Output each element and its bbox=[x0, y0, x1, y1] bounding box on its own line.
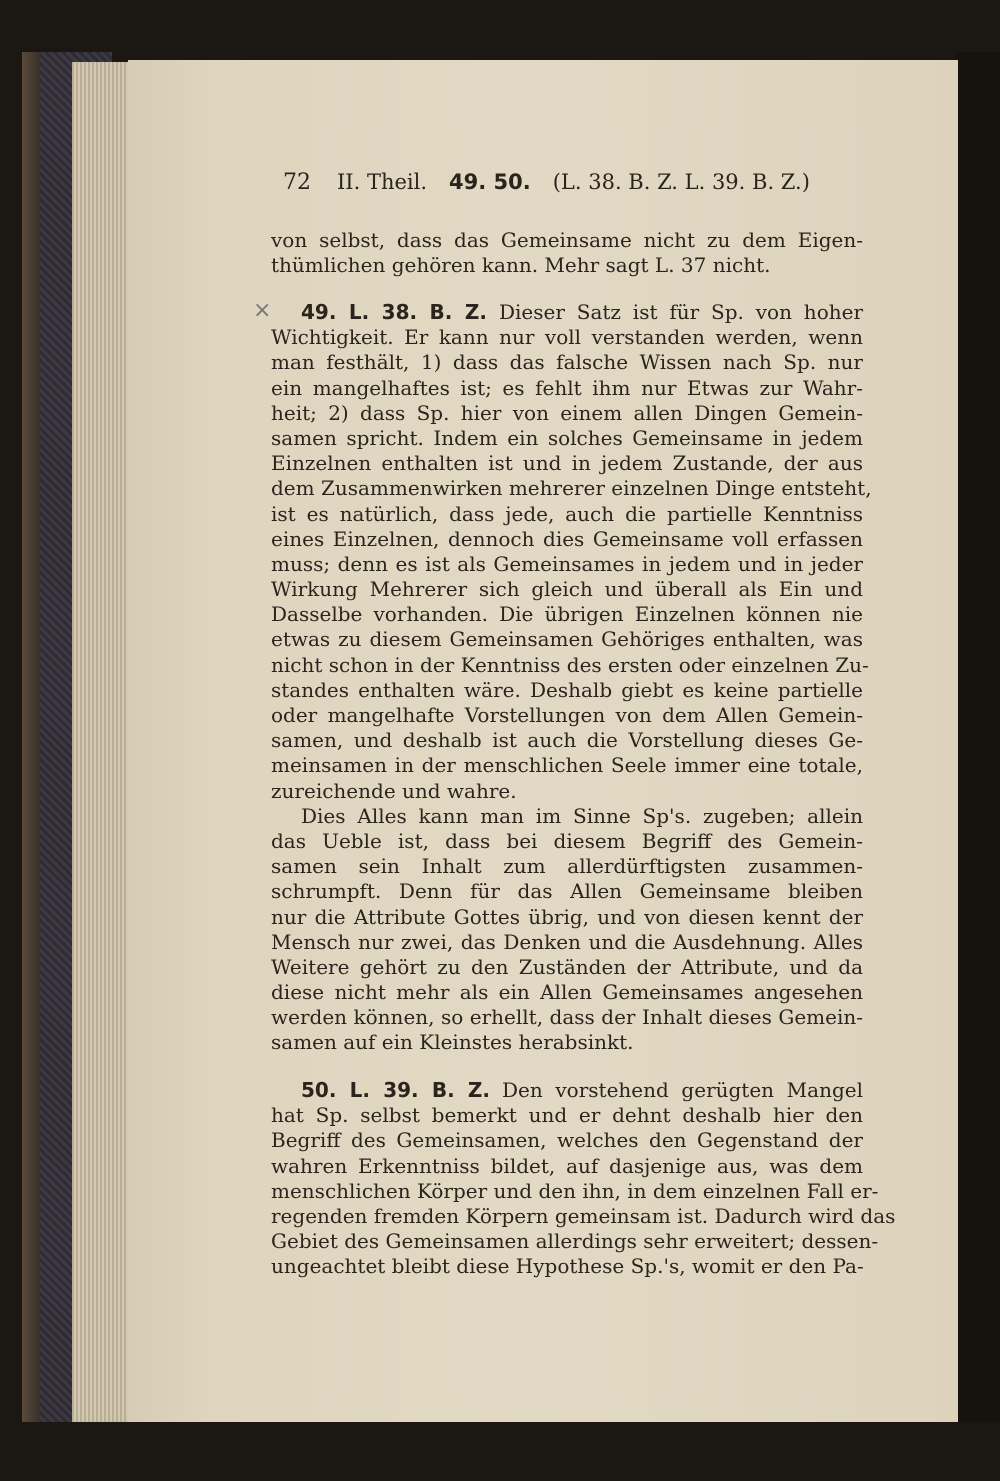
text-line: eines Einzelnen, dennoch dies Gemeinsame voll erfassen bbox=[271, 526, 863, 551]
text-line: Wirkung Mehrerer sich gleich und überall als Ein und bbox=[271, 577, 863, 602]
text-line: zureichende und wahre. bbox=[271, 778, 517, 803]
text-line: man festhält, 1) dass das falsche Wissen nach Sp. nur bbox=[271, 350, 863, 375]
text-line: Dieser Satz ist für Sp. von hoher bbox=[498, 300, 864, 324]
running-header bbox=[283, 170, 843, 195]
text-line: ist es natürlich, dass jede, auch die partielle Kenntniss bbox=[271, 501, 863, 526]
text-line: Begriff des Gemeinsamen, welches den Gegenstand der bbox=[271, 1128, 863, 1153]
text-line: dem Zusammenwirken mehrerer einzelnen Dinge entsteht, bbox=[271, 476, 872, 501]
text-line: ungeachtet bleibt diese Hypothese Sp.'s, womit er den Pa- bbox=[271, 1254, 864, 1279]
text-line: ein mangelhaftes ist; es fehlt ihm nur Etwas zur Wahr- bbox=[271, 375, 863, 400]
text-line: samen, und deshalb ist auch die Vorstellung dieses Ge- bbox=[271, 728, 863, 753]
text-line: das Ueble ist, dass bei diesem Begriff des Gemein- bbox=[271, 828, 863, 853]
right-shadow bbox=[955, 52, 1000, 1422]
section-50 bbox=[271, 1078, 896, 1280]
text-line: thümlichen gehören kann. Mehr sagt L. 37 nicht. bbox=[271, 253, 771, 278]
text-line: Gebiet des Gemeinsamen allerdings sehr erweitert; dessen- bbox=[271, 1229, 879, 1254]
text-line: Einzelnen enthalten ist und in jedem Zustande, der aus bbox=[271, 451, 863, 476]
text-line: standes enthalten wäre. Deshalb giebt es keine partielle bbox=[271, 677, 863, 702]
text-line: nicht schon in der Kenntniss des ersten oder einzelnen Zu- bbox=[271, 652, 869, 677]
pencil-x-mark: × bbox=[253, 298, 272, 323]
text-line: Den vorstehend gerügten Mangel bbox=[502, 1078, 863, 1102]
text-line: muss; denn es ist als Gemeinsames in jedem und in jeder bbox=[271, 551, 863, 576]
text-line: Dies Alles kann man im Sinne Sp's. zugeben; allein bbox=[301, 803, 863, 828]
section-heading: 49. L. 38. B. Z. bbox=[301, 300, 487, 324]
text-line: etwas zu diesem Gemeinsamen Gehöriges enthalten, was bbox=[271, 627, 863, 652]
section-heading: 50. L. 39. B. Z. bbox=[301, 1078, 491, 1102]
text-line: hat Sp. selbst bemerkt und er dehnt deshalb hier den bbox=[271, 1103, 863, 1128]
book-cover-edge bbox=[22, 52, 40, 1422]
text-line: Dasselbe vorhanden. Die übrigen Einzelnen können nie bbox=[271, 602, 863, 627]
text-line: Weitere gehört zu den Zuständen der Attribute, und da bbox=[271, 954, 863, 979]
page-number: 72 bbox=[283, 170, 311, 195]
text-line: samen sein Inhalt zum allerdürftigsten zusammen- bbox=[271, 854, 863, 879]
part-label: II. Theil. bbox=[337, 170, 428, 194]
text-line: nur die Attribute Gottes übrig, und von diesen kennt der bbox=[271, 904, 863, 929]
text-line: samen spricht. Indem ein solches Gemeinsame in jedem bbox=[271, 425, 863, 450]
text-line: werden können, so erhellt, dass der Inhalt dieses Gemein- bbox=[271, 1005, 863, 1030]
reference-label: (L. 38. B. Z. L. 39. B. Z.) bbox=[552, 170, 810, 194]
text-line: schrumpft. Denn für das Allen Gemeinsame bleiben bbox=[271, 879, 863, 904]
text-line: diese nicht mehr als ein Allen Gemeinsames angesehen bbox=[271, 980, 863, 1005]
section-49 bbox=[271, 300, 872, 1056]
section-first-line bbox=[271, 1078, 863, 1103]
text-line: regenden fremden Körpern gemeinsam ist. Dadurch wird das bbox=[271, 1203, 896, 1228]
text-line: Mensch nur zwei, das Denken und die Ausdehnung. Alles bbox=[271, 929, 863, 954]
text-line: von selbst, dass das Gemeinsame nicht zu dem Eigen- bbox=[271, 228, 863, 252]
text-line: wahren Erkenntniss bildet, auf dasjenige aus, was dem bbox=[271, 1153, 863, 1178]
text-line: heit; 2) dass Sp. hier von einem allen Dingen Gemein- bbox=[271, 400, 863, 425]
text-line: menschlichen Körper und den ihn, in dem einzelnen Fall er- bbox=[271, 1178, 879, 1203]
text-line: meinsamen in der menschlichen Seele immer eine totale, bbox=[271, 753, 863, 778]
text-line: oder mangelhafte Vorstellungen von dem Allen Gemein- bbox=[271, 703, 863, 727]
section-first-line bbox=[271, 300, 863, 325]
page-sheet bbox=[128, 60, 958, 1422]
text-line: samen auf ein Kleinstes herabsinkt. bbox=[271, 1030, 634, 1055]
section-numbers: 49. 50. bbox=[449, 170, 531, 194]
text-line: Wichtigkeit. Er kann nur voll verstanden werden, wenn bbox=[271, 325, 863, 350]
intro-paragraph bbox=[271, 228, 863, 278]
